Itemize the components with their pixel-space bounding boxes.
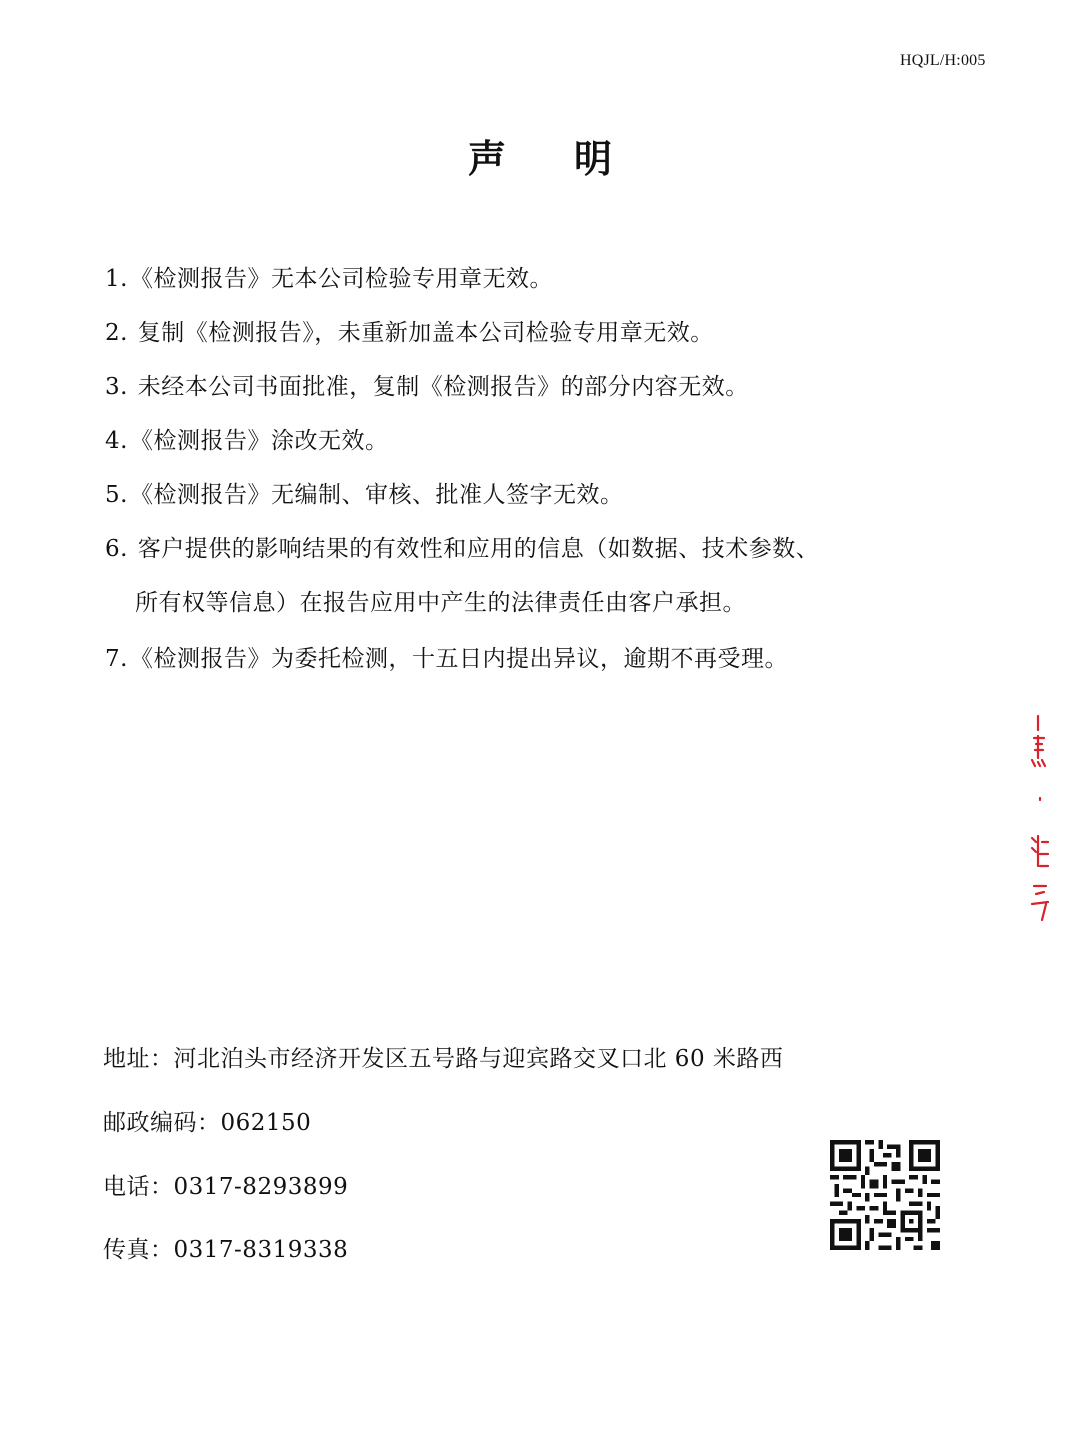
postal-code: 邮政编码：062150 (103, 1110, 312, 1136)
phone-number: 电话：0317-8293899 (103, 1174, 349, 1200)
statement-1 (105, 260, 553, 293)
statement-6-continued (133, 584, 746, 617)
statement-text: 《检测报告》涂改无效。 (129, 428, 389, 454)
statement-number: 2. (105, 320, 128, 346)
statement-text: 客户提供的影响结果的有效性和应用的信息（如数据、技术参数、 (129, 536, 820, 562)
statement-text: 《检测报告》为委托检测，十五日内提出异议，逾期不再受理。 (129, 646, 788, 672)
statement-number: 1. (105, 266, 128, 292)
statement-number: 3. (105, 374, 128, 400)
page-title: 声明 (467, 137, 680, 181)
statement-6 (105, 530, 819, 563)
statement-7 (105, 640, 788, 673)
statement-text: 复制《检测报告》，未重新加盖本公司检验专用章无效。 (129, 320, 714, 346)
statement-number: 7. (105, 646, 128, 672)
company-address: 地址：河北泊头市经济开发区五号路与迎宾路交叉口北 60 米路西 (103, 1046, 784, 1072)
qr-code-icon (830, 1140, 940, 1250)
statement-text: 《检测报告》无本公司检验专用章无效。 (129, 266, 553, 292)
statement-text: 《检测报告》无编制、审核、批准人签字无效。 (129, 482, 624, 508)
statement-number: 5. (105, 482, 128, 508)
statement-2 (105, 314, 714, 347)
document-code: HQJL/H:005 (900, 52, 986, 69)
statement-number: 6. (105, 536, 128, 562)
fax-number: 传真：0317-8319338 (103, 1237, 349, 1263)
statement-text: 所有权等信息）在报告应用中产生的法律责任由客户承担。 (135, 590, 746, 616)
statement-3 (105, 368, 749, 401)
statement-text: 未经本公司书面批准，复制《检测报告》的部分内容无效。 (129, 374, 749, 400)
statement-4 (105, 422, 388, 455)
red-seal-stamp-fragment (1026, 708, 1052, 928)
statement-5 (105, 476, 623, 509)
statement-number: 4. (105, 428, 128, 454)
